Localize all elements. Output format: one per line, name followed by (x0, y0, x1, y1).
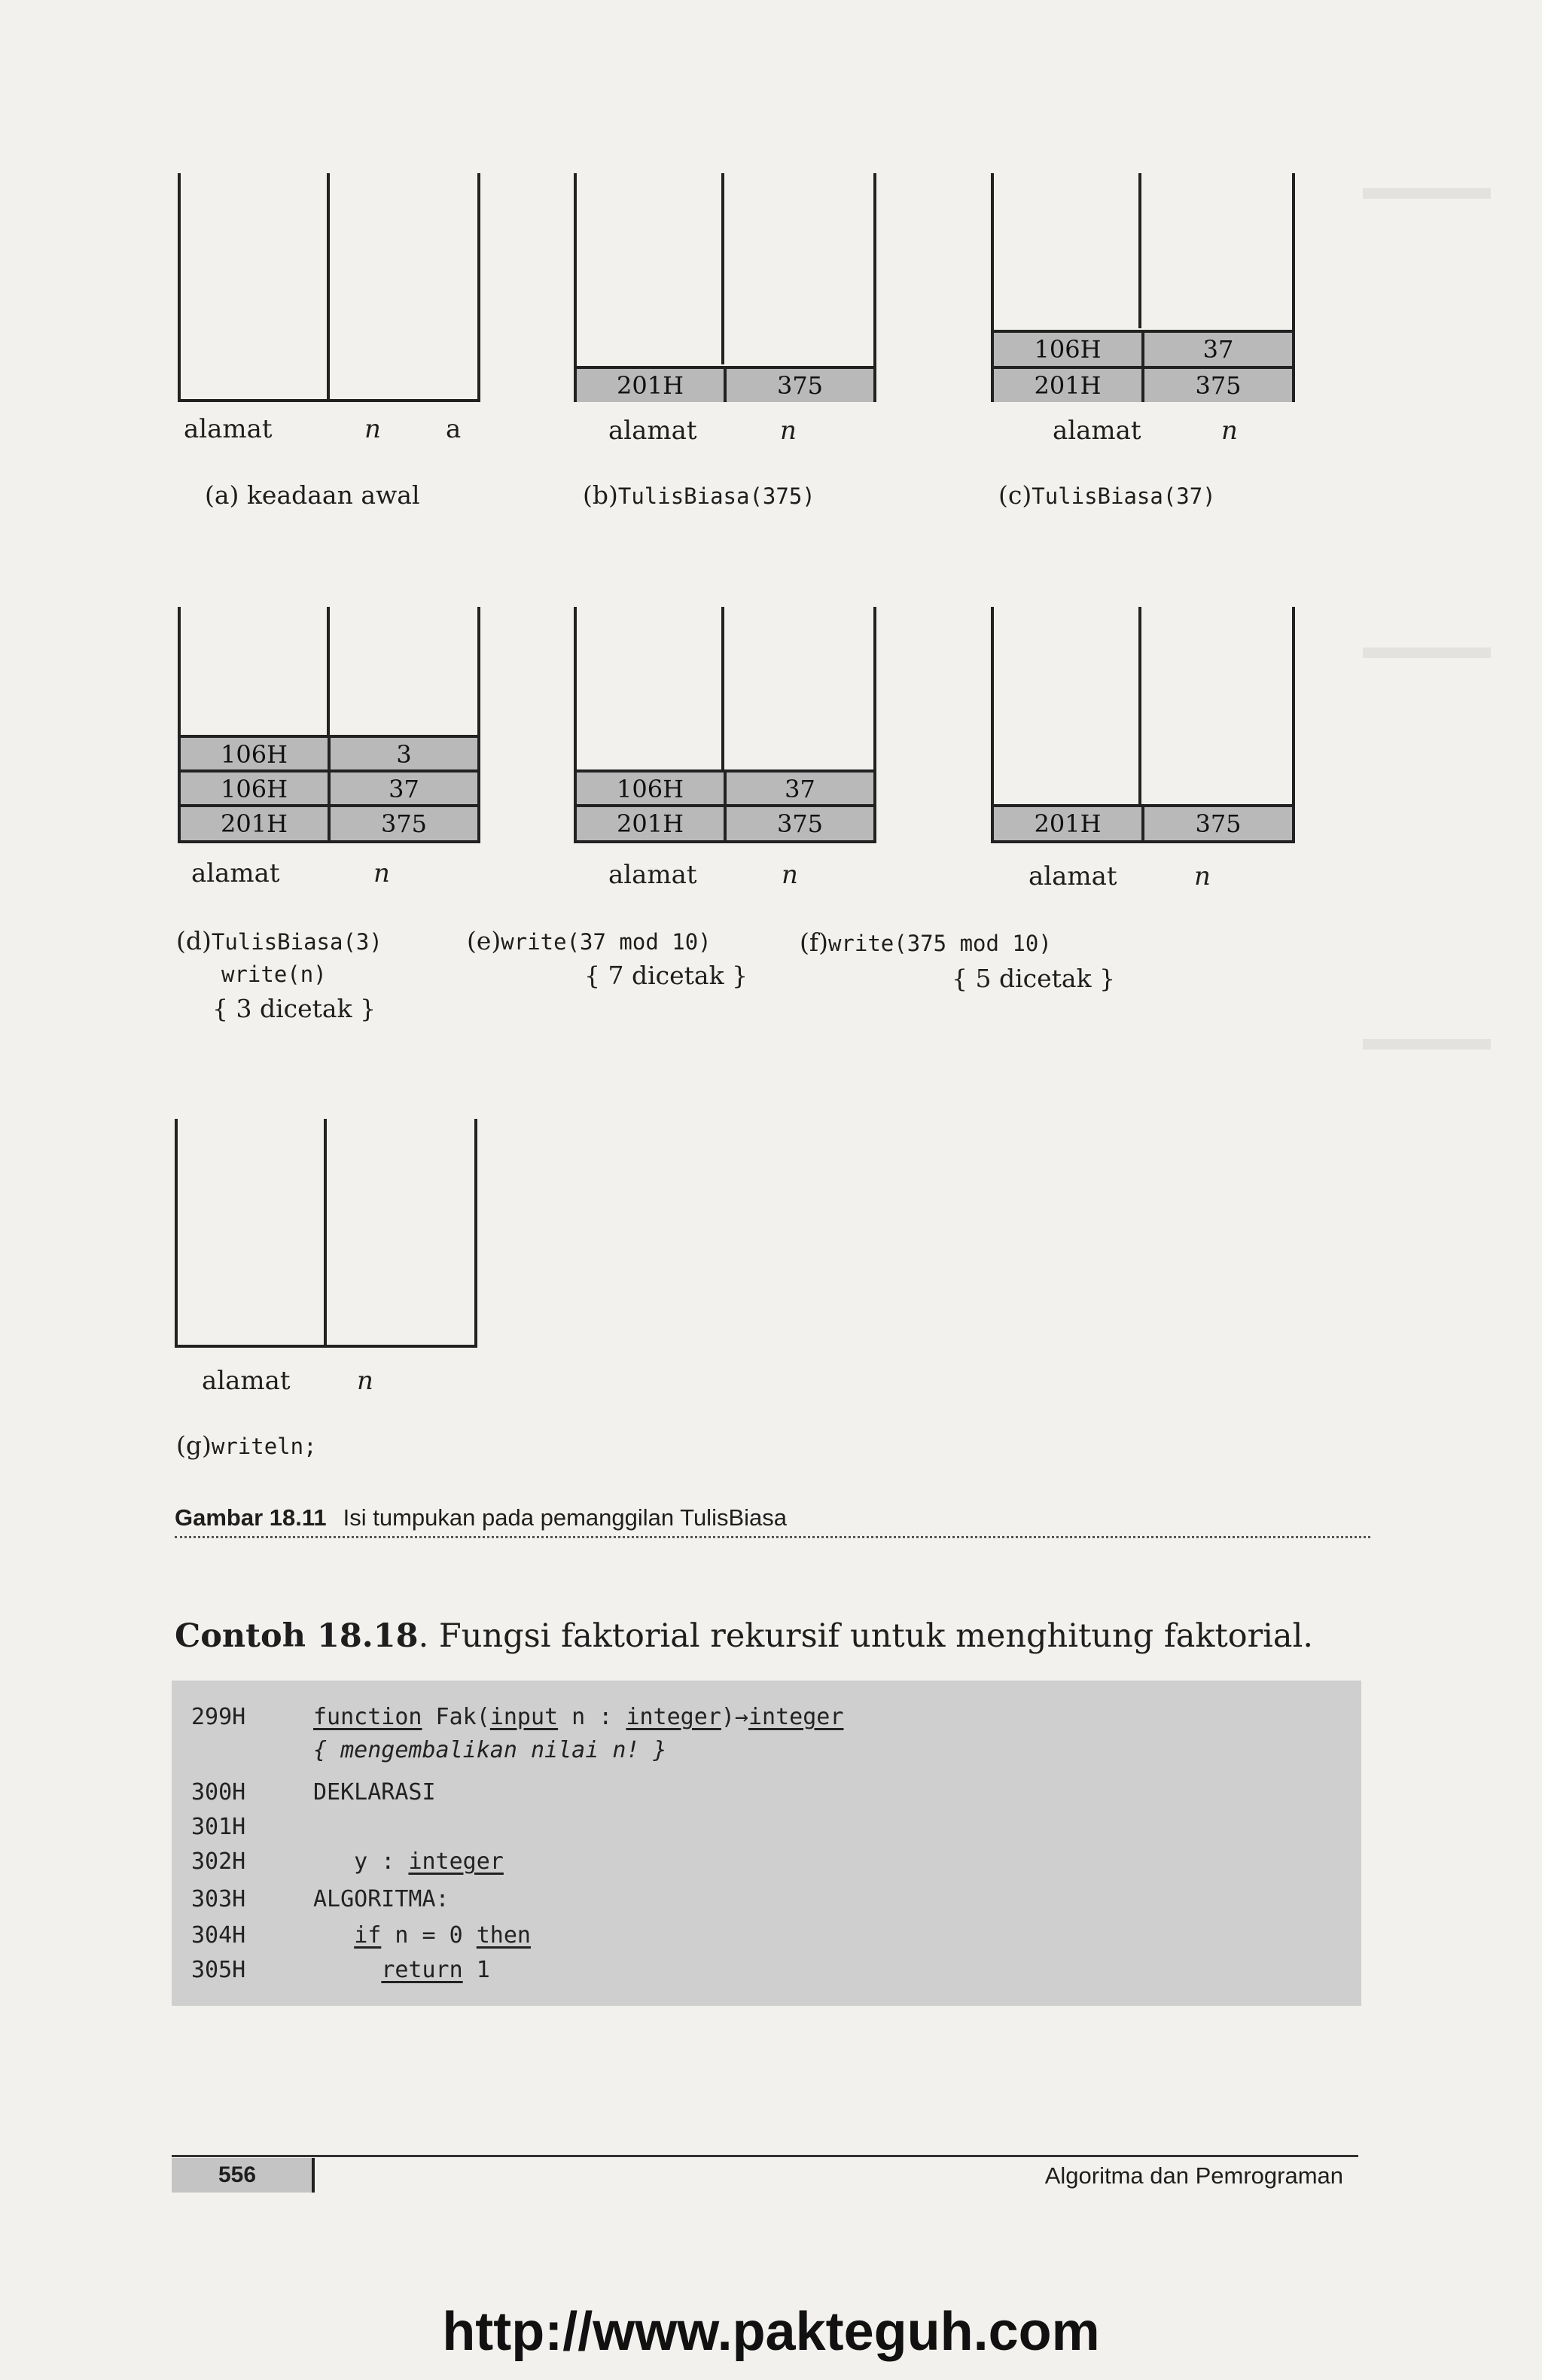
book-title: Algoritma dan Pemrograman (1044, 2162, 1343, 2189)
caption-text: keadaan awal (246, 480, 420, 510)
stack-a-col-n: n (364, 414, 381, 444)
code-keyword: function (313, 1704, 422, 1730)
stack-f-cell-val: 375 (1141, 807, 1292, 840)
code-keyword: then (476, 1922, 531, 1949)
code-address: 300H (191, 1779, 246, 1806)
stack-d-cell-val: 375 (328, 807, 477, 840)
stack-d-cell-val: 37 (328, 773, 477, 806)
code-token: y : (313, 1848, 409, 1875)
stack-c-caption (998, 479, 1216, 513)
stack-g-col-n: n (357, 1366, 373, 1396)
code-token (313, 1922, 354, 1949)
stack-c-cell-val: 375 (1141, 369, 1292, 402)
stack-f-caption (800, 926, 1052, 960)
stack-b-col-n: n (780, 416, 797, 446)
code-keyword: integer (748, 1704, 844, 1730)
caption-tag: (b) (583, 480, 618, 510)
code-text (313, 1775, 436, 1810)
caption-tag: (a) (205, 480, 239, 510)
code-text (313, 1882, 449, 1917)
caption-tag: (e) (467, 926, 501, 955)
example-heading (175, 1617, 1379, 1655)
bleed-through-line (1363, 188, 1491, 199)
code-address: 301H (191, 1814, 246, 1840)
stack-e-caption (467, 925, 712, 958)
caption-tag: (d) (176, 926, 212, 955)
code-keyword: return (381, 1957, 463, 1983)
caption-code: TulisBiasa(37) (1032, 483, 1216, 509)
code-comment: { mengembalikan nilai n! } (313, 1737, 667, 1763)
caption-tag: (g) (176, 1431, 212, 1460)
code-token: Fak( (422, 1704, 490, 1730)
stack-a-caption (205, 479, 420, 512)
stack-d-cell-addr: 106H (181, 738, 328, 771)
stack-a-col-a: a (446, 414, 462, 444)
code-token (313, 1957, 381, 1983)
code-address: 303H (191, 1886, 246, 1912)
code-keyword: integer (626, 1704, 721, 1730)
stack-c-col-alamat: alamat (1053, 416, 1141, 446)
stack-f-row-1 (994, 804, 1292, 840)
caption-tag: (c) (998, 480, 1032, 510)
stack-e-row-1 (577, 769, 873, 806)
caption-code: writeln; (211, 1434, 317, 1459)
caption-tag: (f) (800, 928, 828, 957)
stack-e-col-n: n (782, 860, 798, 890)
code-listing (172, 1681, 1361, 2006)
code-token: )→ (721, 1704, 748, 1730)
stack-d-cell-addr: 106H (181, 773, 328, 806)
watermark-url: http://www.pakteguh.com (442, 2302, 1100, 2362)
stack-c-cell-addr: 106H (994, 333, 1141, 366)
stack-b-row-1 (577, 366, 873, 402)
example-label: Contoh 18.18 (175, 1617, 419, 1655)
code-address: 299H (191, 1704, 246, 1730)
caption-code: TulisBiasa(3) (211, 929, 382, 955)
code-keyword: integer (408, 1848, 504, 1875)
figure-caption (175, 1504, 1370, 1538)
stack-f-col-alamat: alamat (1029, 861, 1117, 891)
figure-number: Gambar 18.11 (175, 1504, 327, 1531)
stack-e-cell-val: 375 (724, 807, 873, 840)
code-address: 305H (191, 1957, 246, 1983)
stack-b-caption (583, 479, 815, 513)
example-title: . Fungsi faktorial rekursif untuk menghitung faktorial. (418, 1617, 1313, 1655)
stack-f-col-n: n (1194, 861, 1211, 891)
code-address: 302H (191, 1848, 246, 1875)
stack-d-col-alamat: alamat (191, 858, 280, 888)
code-text (313, 1918, 531, 1953)
stack-b-col-alamat: alamat (608, 416, 697, 446)
stack-g-caption (176, 1429, 317, 1463)
stack-d-cell-val: 3 (328, 738, 477, 771)
stack-d-row-3 (181, 804, 477, 840)
stack-d-caption (176, 925, 382, 958)
code-token: 1 (462, 1957, 490, 1983)
code-token: n = 0 (381, 1922, 477, 1949)
stack-c-col-n: n (1221, 416, 1238, 446)
stack-e-cell-addr: 106H (577, 773, 724, 806)
code-keyword: input (489, 1704, 559, 1730)
stack-c-cell-val: 37 (1141, 333, 1292, 366)
stack-c-cell-addr: 201H (994, 369, 1141, 402)
stack-d-row-2 (181, 769, 477, 806)
code-text (313, 1733, 667, 1768)
code-token: ALGORITMA: (313, 1886, 449, 1912)
figure-caption-text: Isi tumpukan pada pemanggilan TulisBiasa (343, 1504, 788, 1531)
bleed-through-line (1363, 1039, 1491, 1050)
stack-e-row-2 (577, 804, 873, 840)
caption-code: TulisBiasa(375) (617, 483, 815, 509)
page-number: 556 (172, 2158, 315, 2193)
code-text (313, 1845, 504, 1879)
stack-g-col-alamat: alamat (202, 1366, 291, 1396)
caption-code: write(37 mod 10) (501, 929, 712, 955)
stack-d-row-1 (181, 735, 477, 771)
stack-e-cell-val: 37 (724, 773, 873, 806)
stack-e-col-alamat: alamat (608, 860, 697, 890)
stack-f-cell-addr: 201H (994, 807, 1141, 840)
stack-d-caption-note: { 3 dicetak } (212, 994, 376, 1023)
stack-d-caption-line2: write(n) (221, 961, 327, 987)
stack-c-row-2 (994, 366, 1292, 402)
code-address: 304H (191, 1922, 246, 1949)
stack-d-cell-addr: 201H (181, 807, 328, 840)
caption-code: write(375 mod 10) (827, 931, 1052, 956)
code-text (313, 1953, 490, 1988)
stack-a-col-alamat: alamat (184, 414, 273, 444)
stack-b-cell-addr: 201H (577, 369, 724, 402)
stack-e-caption-note: { 7 dicetak } (584, 961, 748, 990)
code-token: n : (558, 1704, 626, 1730)
stack-e-cell-addr: 201H (577, 807, 724, 840)
stack-c-row-1 (994, 330, 1292, 366)
stack-b-cell-val: 375 (724, 369, 873, 402)
footer-rule (172, 2155, 1358, 2157)
stack-f-caption-note: { 5 dicetak } (952, 964, 1116, 993)
stack-d-col-n: n (373, 858, 390, 888)
code-token: DEKLARASI (313, 1779, 436, 1806)
code-keyword: if (354, 1922, 382, 1949)
code-text (313, 1700, 843, 1735)
bleed-through-line (1363, 648, 1491, 658)
